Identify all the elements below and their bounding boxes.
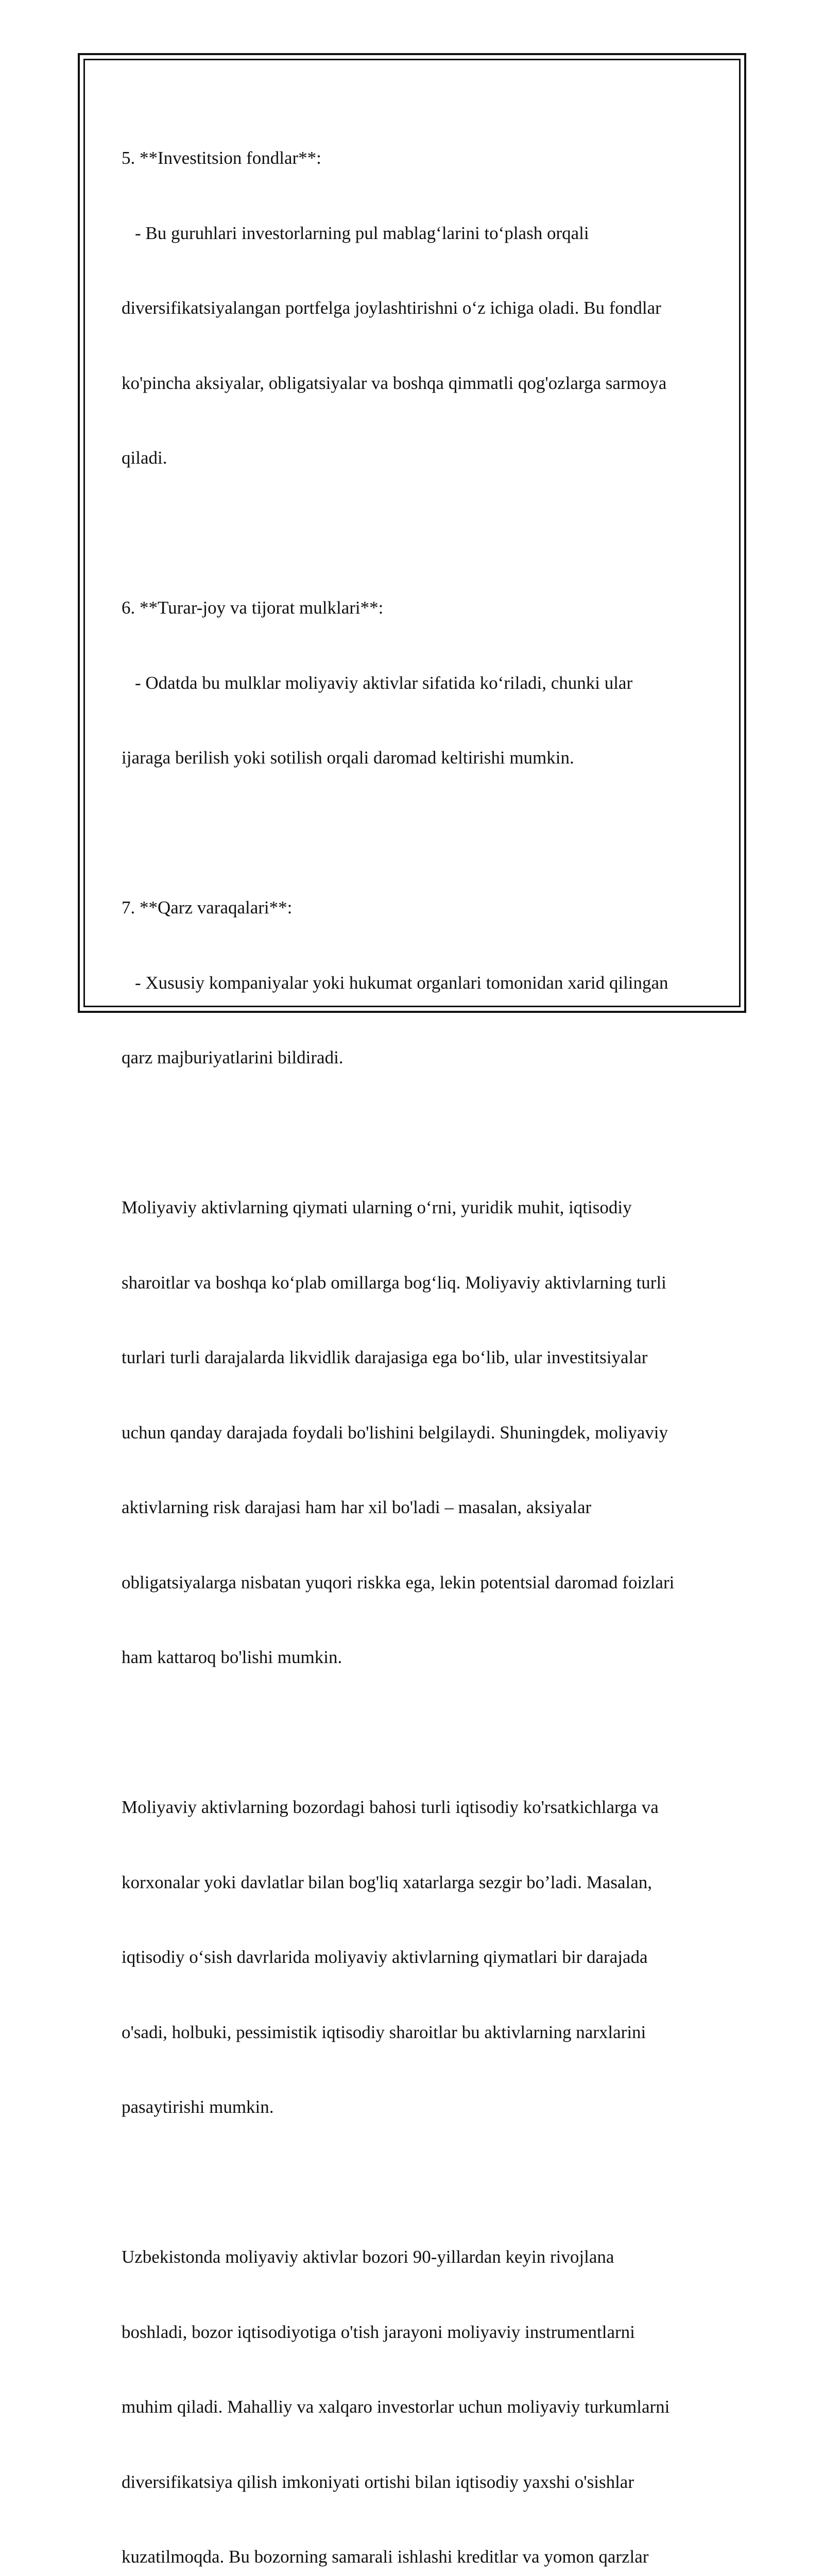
paragraph-line: Uzbekistonda moliyaviy aktivlar bozori 90-yillardan keyin rivojlana <box>122 2247 614 2267</box>
paragraph-line: boshladi, bozor iqtisodiyotiga o'tish jarayoni moliyaviy instrumentlarni <box>122 2321 635 2342</box>
list-item-6 <box>122 546 709 821</box>
list-item-text: ijaraga berilish yoki sotilish orqali daromad keltirishi mumkin. <box>122 748 574 768</box>
list-item-text: qarz majburiyatlarini bildiradi. <box>122 1047 344 1067</box>
paragraph-market-price <box>122 1745 709 2170</box>
list-item-heading: 6. **Turar-joy va tijorat mulklari**: <box>122 598 384 618</box>
paragraph-line: korxonalar yoki davlatlar bilan bog'liq xatarlarga sezgir bo’ladi. Masalan, <box>122 1872 653 1892</box>
paragraph-line: ham kattaroq bo'lishi mumkin. <box>122 1647 342 1667</box>
list-item-text: qiladi. <box>122 448 167 468</box>
list-item-heading: 7. **Qarz varaqalari**: <box>122 897 293 918</box>
paragraph-line: diversifikatsiya qilish imkoniyati ortishi bilan iqtisodiy yaxshi o'sishlar <box>122 2471 634 2492</box>
list-item-text: - Xususiy kompaniyalar yoki hukumat organlari tomonidan xarid qilingan <box>135 972 668 993</box>
paragraph-asset-value <box>122 1145 709 1720</box>
paragraph-line: iqtisodiy o‘sish davrlarida moliyaviy aktivlarning qiymatlari bir darajada <box>122 1947 648 1967</box>
paragraph-line: turlari turli darajalarda likvidlik darajasiga ega bo‘lib, ular investitsiyalar <box>122 1347 648 1367</box>
paragraph-line: obligatsiyalarga nisbatan yuqori riskka ega, lekin potentsial daromad foizlari <box>122 1572 675 1592</box>
paragraph-line: sharoitlar va boshqa ko‘plab omillarga bog‘liq. Moliyaviy aktivlarning turli <box>122 1272 666 1293</box>
paragraph-line: muhim qiladi. Mahalliy va xalqaro investorlar uchun moliyaviy turkumlarni <box>122 2397 670 2417</box>
paragraph-line: o'sadi, holbuki, pessimistik iqtisodiy sharoitlar bu aktivlarning narxlarini <box>122 2022 646 2042</box>
list-item-text: - Odatda bu mulklar moliyaviy aktivlar sifatida ko‘riladi, chunki ular <box>135 672 633 693</box>
list-item-7 <box>122 845 709 1121</box>
list-item-text: - Bu guruhlari investorlarning pul mablag‘larini to‘plash orqali <box>135 223 589 243</box>
list-item-heading: 5. **Investitsion fondlar**: <box>122 148 321 168</box>
paragraph-line: Moliyaviy aktivlarning bozordagi bahosi turli iqtisodiy ko'rsatkichlarga va <box>122 1797 659 1817</box>
list-item-text: ko'pincha aksiyalar, obligatsiyalar va boshqa qimmatli qog'ozlarga sarmoya <box>122 372 667 393</box>
list-item-text: diversifikatsiyalangan portfelga joylashtirishni o‘z ichiga oladi. Bu fondlar <box>122 298 661 318</box>
paragraph-line: kuzatilmoqda. Bu bozorning samarali ishlashi kreditlar va yomon qarzlar <box>122 2547 649 2567</box>
paragraph-line: pasaytirishi mumkin. <box>122 2097 274 2117</box>
paragraph-line: Moliyaviy aktivlarning qiymati ularning o‘rni, yuridik muhit, iqtisodiy <box>122 1197 632 1217</box>
list-item-5 <box>122 96 709 521</box>
paragraph-line: uchun qanday darajada foydali bo'lishini belgilaydi. Shuningdek, moliyaviy <box>122 1422 668 1443</box>
paragraph-uzbekistan-market <box>122 2195 709 2576</box>
document-body <box>122 96 709 2576</box>
paragraph-line: aktivlarning risk darajasi ham har xil bo'ladi – masalan, aksiyalar <box>122 1497 592 1517</box>
